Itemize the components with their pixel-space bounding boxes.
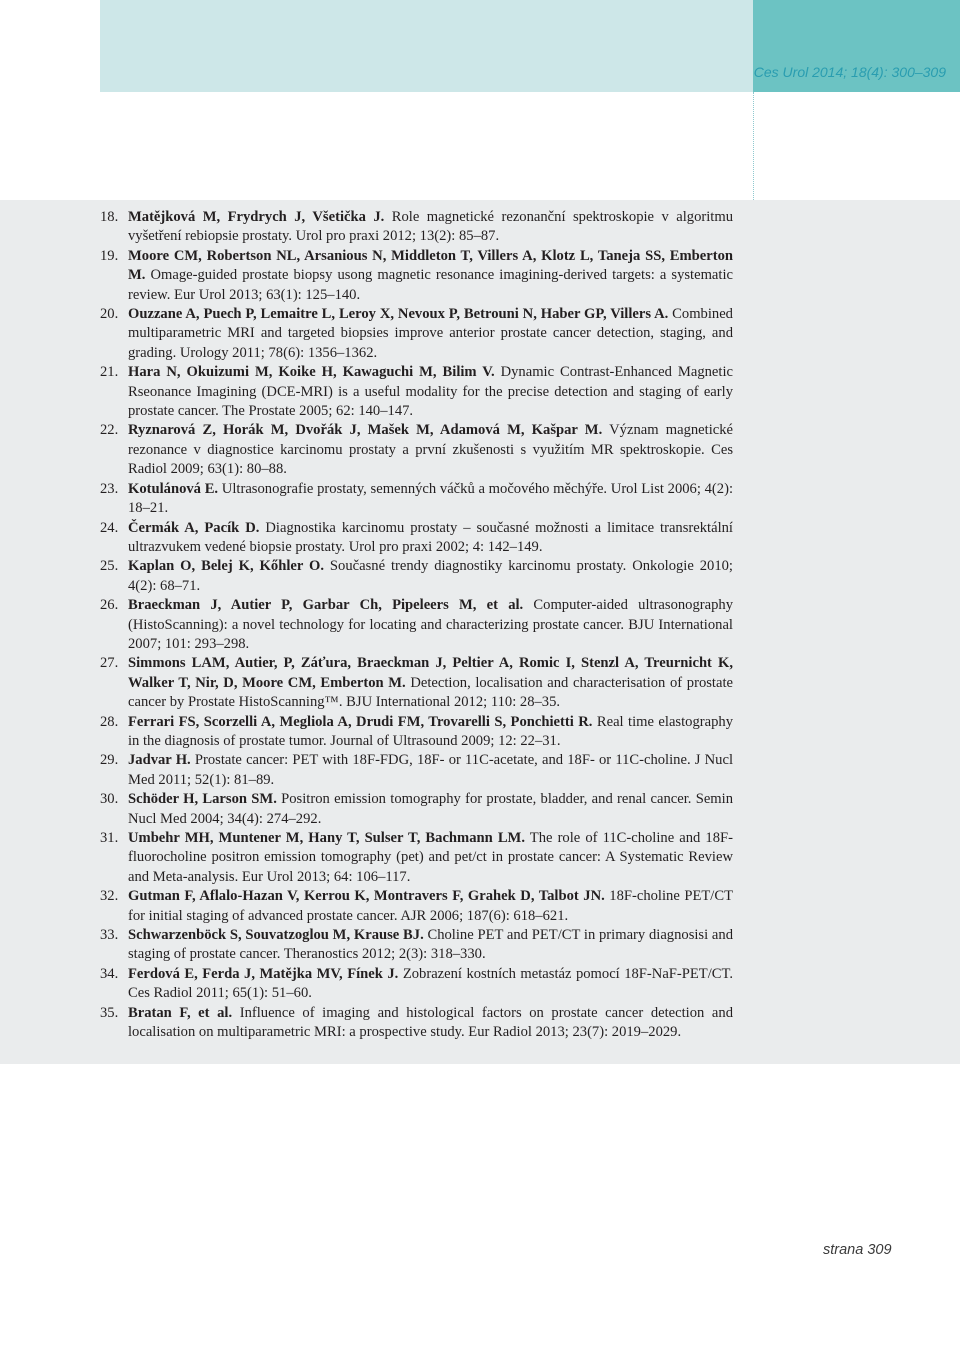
- reference-body: [128, 829, 733, 887]
- reference-item: [100, 557, 733, 596]
- reference-number: 20.: [100, 306, 119, 323]
- reference-authors: Simmons LAM, Autier, P, Záťura, Braeckman J, Peltier A, Romic I, Stenzl A, Treurnicht K, Walker T, Nir, D, Moore CM, Emberton M.: [128, 655, 733, 691]
- reference-item: [100, 247, 733, 305]
- reference-authors: Umbehr MH, Muntener M, Hany T, Sulser T, Bachmann LM.: [128, 830, 525, 846]
- reference-authors: Bratan F, et al.: [128, 1004, 233, 1021]
- reference-item: [100, 363, 733, 421]
- reference-number: 28.: [100, 713, 119, 730]
- reference-item: [100, 208, 733, 247]
- reference-text: Omage-guided prostate biopsy usong magnetic resonance imagining-derived targets: a systematic review. Eur Urol 2013; 63(1): 125–140.: [128, 267, 733, 303]
- reference-text: Influence of imaging and histological factors on prostate cancer detection and localisation on multiparametric MRI: a prospective study. Eur Radiol 2013; 23(7): 2019–2029.: [128, 1004, 733, 1041]
- reference-number: 33.: [100, 927, 119, 944]
- reference-item: [100, 751, 733, 790]
- header-band-light: [100, 0, 753, 92]
- reference-body: [128, 596, 733, 654]
- reference-list: [100, 208, 733, 1042]
- reference-body: [128, 557, 733, 596]
- reference-body: [128, 363, 733, 421]
- reference-number: 27.: [100, 655, 119, 672]
- reference-text: Role magnetické rezonanční spektroskopie v algoritmu vyšetření rebiopsie prostaty. Urol pro praxi 2012; 13(2): 85–87.: [128, 209, 733, 245]
- reference-item: [100, 519, 733, 558]
- reference-authors: Braeckman J, Autier P, Garbar Ch, Pipeleers M, et al.: [128, 597, 524, 614]
- reference-body: [128, 519, 733, 558]
- journal-reference: Ces Urol 2014; 18(4): 300–309: [753, 64, 946, 80]
- reference-body: [128, 247, 733, 305]
- reference-item: [100, 965, 733, 1004]
- reference-authors: Jadvar H.: [128, 752, 191, 769]
- reference-number: 22.: [100, 422, 119, 439]
- reference-text: Computer-aided ultrasonography (HistoScanning): a novel technology for locating and characterizing prostate cancer. BJU International 2007; 101: 293–298.: [128, 597, 733, 652]
- reference-item: [100, 421, 733, 479]
- reference-item: [100, 790, 733, 829]
- reference-text: Combined multiparametric MRI and targeted biopsies improve anterior prostate cancer detection, staging, and grading. Urology 2011; 78(6): 1356–1362.: [128, 306, 733, 361]
- reference-number: 29.: [100, 752, 119, 769]
- reference-authors: Čermák A, Pacík D.: [128, 519, 260, 536]
- reference-number: 18.: [100, 209, 119, 225]
- reference-text: Dynamic Contrast-Enhanced Magnetic Rseonance Imagining (DCE-MRI) is a useful modality for the precise detection and staging of early prostate cancer. The Prostate 2005; 62: 140–147.: [128, 364, 733, 420]
- reference-number: 21.: [100, 364, 119, 381]
- reference-number: 19.: [100, 247, 119, 264]
- reference-number: 23.: [100, 480, 119, 497]
- reference-number: 35.: [100, 1004, 119, 1021]
- reference-number: 25.: [100, 558, 119, 575]
- reference-authors: Schöder H, Larson SM.: [128, 791, 277, 808]
- reference-authors: Kotulánová E.: [128, 480, 219, 497]
- reference-item: [100, 596, 733, 654]
- reference-text: Význam magnetické rezonance v diagnostice karcinomu prostaty a první zkušenosti s využitím MR spektroskopie. Ces Radiol 2009; 63(1): 80–88.: [128, 422, 734, 478]
- reference-authors: Schwarzenböck S, Souvatzoglou M, Krause BJ.: [128, 927, 424, 944]
- reference-authors: Ferdová E, Ferda J, Matějka MV, Fínek J.: [128, 965, 399, 982]
- reference-item: [100, 305, 733, 363]
- reference-body: [128, 480, 733, 519]
- reference-body: [128, 208, 733, 247]
- reference-text: 18F-choline PET/CT for initial staging of advanced prostate cancer. AJR 2006; 187(6): 618–621.: [128, 888, 733, 924]
- reference-body: [128, 713, 733, 752]
- reference-authors: Ferrari FS, Scorzelli A, Megliola A, Drudi FM, Trovarelli S, Ponchietti R.: [128, 713, 593, 730]
- reference-number: 34.: [100, 965, 119, 982]
- reference-text: Ultrasonografie prostaty, semenných váčků a močového měchýře. Urol List 2006; 4(2): 18–21.: [128, 480, 733, 517]
- reference-text: Prostate cancer: PET with 18F-FDG, 18F- or 11C-acetate, and 18F- or 11C-choline. J Nucl Med 2011; 52(1): 81–89.: [128, 752, 733, 788]
- reference-body: [128, 654, 733, 712]
- reference-body: [128, 887, 733, 926]
- reference-authors: Hara N, Okuizumi M, Koike H, Kawaguchi M, Bilim V.: [128, 364, 495, 381]
- reference-authors: Matějková M, Frydrych J, Všetička J.: [128, 209, 385, 225]
- reference-body: [128, 1004, 733, 1043]
- reference-number: 26.: [100, 597, 119, 614]
- reference-authors: Ouzzane A, Puech P, Lemaitre L, Leroy X, Nevoux P, Betrouni N, Haber GP, Villers A.: [128, 306, 669, 323]
- reference-item: [100, 480, 733, 519]
- reference-text: Zobrazení kostních metastáz pomocí 18F-NaF-PET/CT. Ces Radiol 2011; 65(1): 51–60.: [128, 965, 733, 1002]
- reference-item: [100, 926, 733, 965]
- reference-item: [100, 1004, 733, 1043]
- reference-body: [128, 965, 733, 1004]
- reference-authors: Moore CM, Robertson NL, Arsanious N, Middleton T, Villers A, Klotz L, Taneja SS, Emberton M.: [128, 247, 733, 284]
- reference-item: [100, 713, 733, 752]
- reference-number: 31.: [100, 830, 119, 846]
- reference-body: [128, 305, 733, 363]
- reference-body: [128, 926, 733, 965]
- reference-item: [100, 829, 733, 887]
- reference-item: [100, 887, 733, 926]
- reference-number: 30.: [100, 791, 119, 808]
- reference-text: Diagnostika karcinomu prostaty – současné možnosti a limitace transrektální ultrazvukem vedené biopsie prostaty. Urol pro praxi 2002; 4: 142–149.: [128, 519, 733, 555]
- reference-authors: Kaplan O, Belej K, Kőhler O.: [128, 558, 324, 575]
- dotted-divider: [753, 92, 754, 200]
- reference-text: Real time elastography in the diagnosis of prostate tumor. Journal of Ultrasound 2009; 12: 22–31.: [128, 713, 733, 749]
- reference-text: Detection, localisation and characterisation of prostate cancer by Prostate HistoScanning™. BJU International 2012; 110: 28–35.: [128, 674, 733, 711]
- reference-item: [100, 654, 733, 712]
- page-number: strana 309: [823, 1242, 892, 1258]
- reference-body: [128, 790, 733, 829]
- reference-authors: Ryznarová Z, Horák M, Dvořák J, Mašek M, Adamová M, Kašpar M.: [128, 422, 603, 439]
- reference-number: 32.: [100, 888, 119, 905]
- reference-text: The role of 11C-choline and 18F-fluorocholine positron emission tomography (pet) and pet/ct in prostate cancer: A Systematic Review and Meta-analysis. Eur Urol 2013; 64: 106–117.: [128, 830, 733, 885]
- reference-text: Positron emission tomography for prostate, bladder, and renal cancer. Semin Nucl Med 2004; 34(4): 274–292.: [128, 791, 733, 827]
- reference-body: [128, 751, 733, 790]
- reference-body: [128, 421, 733, 479]
- reference-number: 24.: [100, 519, 119, 536]
- reference-text: Choline PET and PET/CT in primary diagnosisi and staging of prostate cancer. Theranostics 2012; 2(3): 318–330.: [128, 927, 733, 963]
- reference-authors: Gutman F, Aflalo-Hazan V, Kerrou K, Montravers F, Grahek D, Talbot JN.: [128, 888, 605, 905]
- reference-text: Současné trendy diagnostiky karcinomu prostaty. Onkologie 2010; 4(2): 68–71.: [128, 558, 733, 594]
